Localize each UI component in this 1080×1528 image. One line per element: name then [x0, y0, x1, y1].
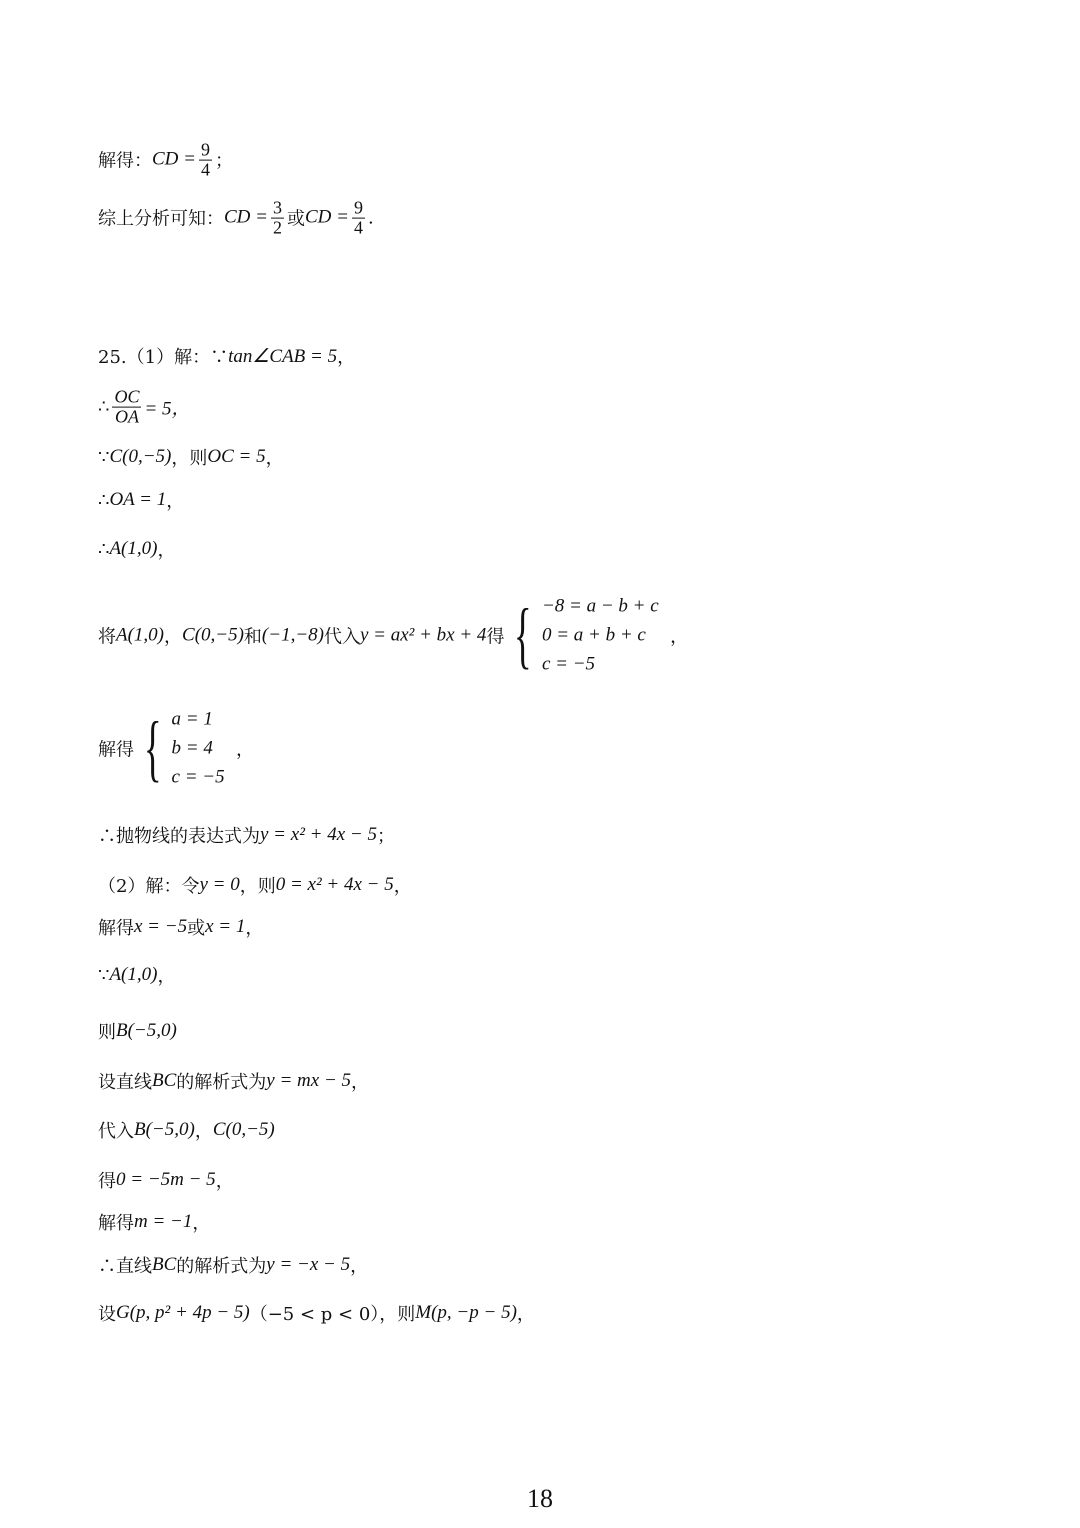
text: 的解析式为 — [176, 1256, 267, 1277]
solution-line — [98, 1068, 369, 1094]
equation: c = −5 — [541, 653, 596, 675]
math: y = 0 — [199, 874, 240, 895]
solution-line — [98, 822, 395, 848]
page-number: 18 — [527, 1484, 553, 1513]
fraction — [352, 199, 365, 238]
text: ，则 — [239, 876, 276, 897]
text: 设 — [98, 1304, 116, 1325]
solution-line — [98, 388, 191, 427]
text: ， — [166, 491, 185, 512]
text: ， — [516, 1304, 535, 1325]
math: BC — [152, 1254, 177, 1275]
math: 0 = x² + 4x − 5 — [275, 874, 394, 895]
text: 25.（1）解：∵ — [98, 347, 229, 368]
text: ， — [215, 1171, 234, 1192]
text: ， — [393, 876, 412, 897]
denominator: 2 — [272, 217, 282, 238]
text: 设直线 — [98, 1072, 152, 1093]
math: (−1,−8) — [261, 624, 324, 645]
text: 得 — [486, 626, 505, 647]
fraction — [199, 141, 212, 180]
text: ， — [351, 1072, 370, 1093]
text: 将 — [98, 626, 116, 647]
solution-line — [98, 1252, 368, 1278]
fraction — [112, 388, 141, 427]
text: ， — [658, 626, 689, 647]
solution-line — [98, 962, 175, 988]
text: 或 — [187, 918, 206, 939]
math: OA = 1 — [109, 489, 167, 510]
math: BC — [152, 1070, 177, 1091]
math: C(0,−5) — [182, 624, 244, 645]
text: ， — [350, 1256, 369, 1277]
fraction — [271, 199, 284, 238]
text: 得 — [98, 1171, 116, 1192]
math: B(−5,0) — [134, 1119, 195, 1140]
solution-line — [98, 199, 374, 238]
solution-line — [98, 343, 355, 369]
equation: b = 4 — [171, 737, 213, 759]
equation: a = 1 — [171, 708, 213, 730]
math: tan∠CAB = 5 — [228, 345, 338, 367]
denominator: 4 — [353, 217, 363, 238]
text: （2）解：令 — [98, 876, 200, 897]
text: ， — [192, 1213, 211, 1234]
text: （−5 < p < 0），则 — [249, 1304, 416, 1325]
math: y = −x − 5 — [266, 1254, 351, 1275]
text: ， — [157, 540, 176, 561]
text: ， — [265, 448, 284, 469]
math: A(1,0) — [109, 964, 158, 985]
math: M(p, −p − 5) — [415, 1302, 517, 1323]
math: y = mx − 5 — [266, 1070, 352, 1091]
equation-system — [542, 592, 659, 679]
solution-line — [98, 141, 233, 180]
text: ； — [376, 826, 395, 847]
equation: c = −5 — [171, 766, 225, 788]
text: 和 — [243, 626, 262, 647]
text: ， — [224, 739, 255, 760]
numerator: OC — [114, 386, 140, 407]
text: 解得： — [98, 151, 152, 172]
text: 解得 — [98, 918, 134, 939]
text: ， — [164, 626, 183, 647]
solution-line — [98, 1300, 535, 1326]
math: G(p, p² + 4p − 5) — [116, 1302, 250, 1323]
solution-line — [98, 1117, 275, 1143]
solution-line — [98, 1018, 177, 1044]
solution-line — [98, 705, 254, 792]
equation: 0 = a + b + c — [541, 624, 646, 646]
solution-line — [98, 1167, 234, 1193]
math: B(−5,0) — [116, 1020, 177, 1041]
text: ∵ — [98, 446, 110, 468]
math: x = −5 — [134, 916, 188, 937]
text: ∵ — [98, 964, 110, 986]
math: m = −1 — [134, 1211, 193, 1232]
denominator: OA — [114, 406, 139, 427]
math: = 5， — [144, 398, 191, 420]
math: y = ax² + bx + 4 — [359, 624, 487, 645]
text: ； — [214, 151, 233, 172]
text: ， — [194, 1121, 213, 1142]
text: 解得 — [98, 1213, 134, 1234]
text: 或 — [286, 209, 305, 230]
text: ∴ — [98, 396, 110, 418]
text: 综上分析可知： — [98, 209, 224, 230]
math: A(1,0) — [116, 624, 165, 645]
math: x = 1 — [205, 916, 246, 937]
math: A(1,0) — [109, 538, 158, 559]
solution-line — [98, 536, 175, 562]
text: 的解析式为 — [176, 1072, 267, 1093]
text: ， — [337, 347, 356, 368]
text: 则 — [98, 1022, 116, 1043]
text: ，则 — [171, 448, 208, 469]
equation: −8 = a − b + c — [541, 595, 659, 617]
text: 解得 — [98, 739, 134, 760]
math: OC = 5 — [207, 446, 266, 467]
math: CD = — [224, 207, 268, 228]
text: 代入 — [323, 626, 360, 647]
text: ， — [245, 918, 264, 939]
text: ∴ — [98, 538, 110, 560]
solution-line — [98, 872, 412, 898]
solution-line — [98, 1209, 210, 1235]
solution-line — [98, 487, 184, 513]
denominator: 4 — [200, 159, 210, 180]
text: ， — [157, 966, 176, 987]
math: C(0,−5) — [212, 1119, 275, 1140]
text: ∴直线 — [98, 1256, 152, 1277]
math: CD = — [304, 207, 349, 228]
math: CD = — [152, 149, 196, 170]
text: ∴抛物线的表达式为 — [98, 826, 260, 847]
numerator: 9 — [353, 197, 363, 218]
math: C(0,−5) — [109, 446, 172, 467]
numerator: 3 — [272, 197, 282, 218]
left-brace: { — [514, 594, 533, 676]
math: y = x² + 4x − 5 — [260, 824, 377, 845]
equation-system — [172, 705, 225, 792]
left-brace: { — [143, 707, 162, 789]
text: 代入 — [98, 1121, 134, 1142]
numerator: 9 — [200, 139, 210, 160]
solution-line — [98, 592, 688, 679]
text: ∴ — [98, 489, 110, 511]
solution-line — [98, 914, 263, 940]
text: . — [367, 207, 374, 229]
math: 0 = −5m − 5 — [116, 1169, 216, 1190]
solution-line — [98, 444, 284, 470]
